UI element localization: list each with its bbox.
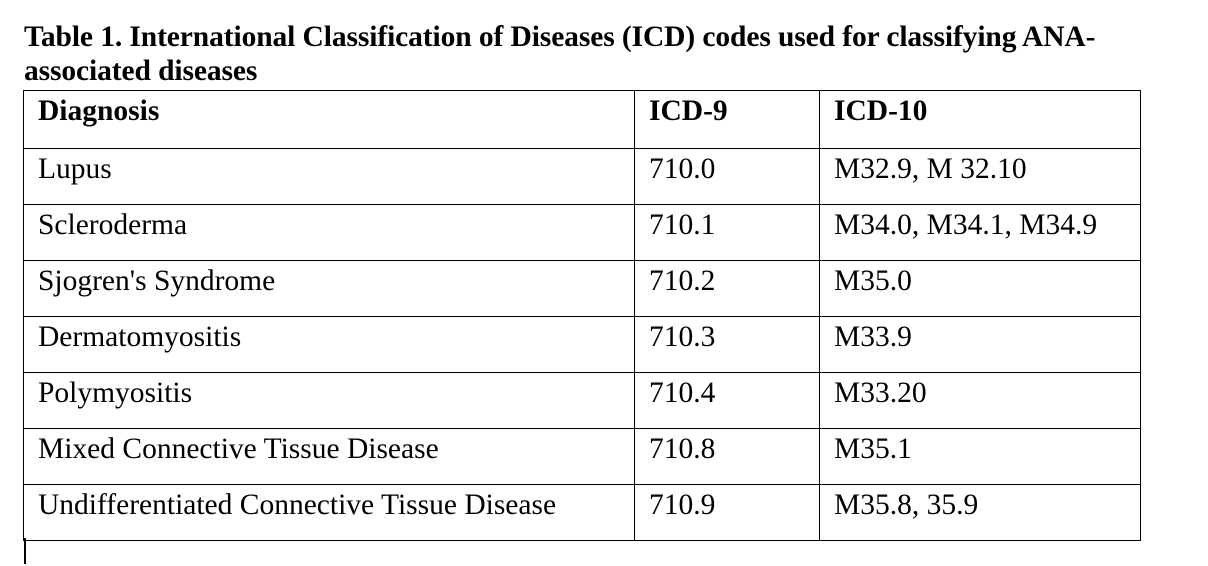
diagnosis-cell: Polymyositis — [24, 373, 635, 429]
icd9-cell: 710.1 — [635, 205, 820, 261]
icd10-cell: M34.0, M34.1, M34.9 — [820, 205, 1141, 261]
table-row — [24, 205, 1141, 261]
icd10-cell: M35.1 — [820, 429, 1141, 485]
table-row — [24, 485, 1141, 541]
diagnosis-cell: Sjogren's Syndrome — [24, 261, 635, 317]
table-row — [24, 373, 1141, 429]
table-caption: Table 1. International Classification of Diseases (ICD) codes used for classifying ANA-associated diseases — [24, 21, 1096, 87]
icd9-cell: 710.9 — [635, 485, 820, 541]
icd10-cell: M33.9 — [820, 317, 1141, 373]
table-row — [24, 429, 1141, 485]
header-diagnosis: Diagnosis — [24, 91, 635, 149]
icd9-cell: 710.4 — [635, 373, 820, 429]
icd10-cell: M35.0 — [820, 261, 1141, 317]
diagnosis-cell: Mixed Connective Tissue Disease — [24, 429, 635, 485]
table-row — [24, 149, 1141, 205]
icd-codes-table — [23, 90, 1141, 541]
icd10-cell: M35.8, 35.9 — [820, 485, 1141, 541]
icd9-cell: 710.0 — [635, 149, 820, 205]
icd9-cell: 710.3 — [635, 317, 820, 373]
table-header-row — [24, 91, 1141, 149]
table-row — [24, 261, 1141, 317]
icd9-cell: 710.2 — [635, 261, 820, 317]
diagnosis-cell: Scleroderma — [24, 205, 635, 261]
header-icd10: ICD-10 — [820, 91, 1141, 149]
icd10-cell: M32.9, M 32.10 — [820, 149, 1141, 205]
table-row — [24, 317, 1141, 373]
diagnosis-cell: Dermatomyositis — [24, 317, 635, 373]
diagnosis-cell: Lupus — [24, 149, 635, 205]
header-icd9: ICD-9 — [635, 91, 820, 149]
icd9-cell: 710.8 — [635, 429, 820, 485]
text-cursor — [24, 538, 26, 564]
icd10-cell: M33.20 — [820, 373, 1141, 429]
diagnosis-cell: Undifferentiated Connective Tissue Disease — [24, 485, 635, 541]
